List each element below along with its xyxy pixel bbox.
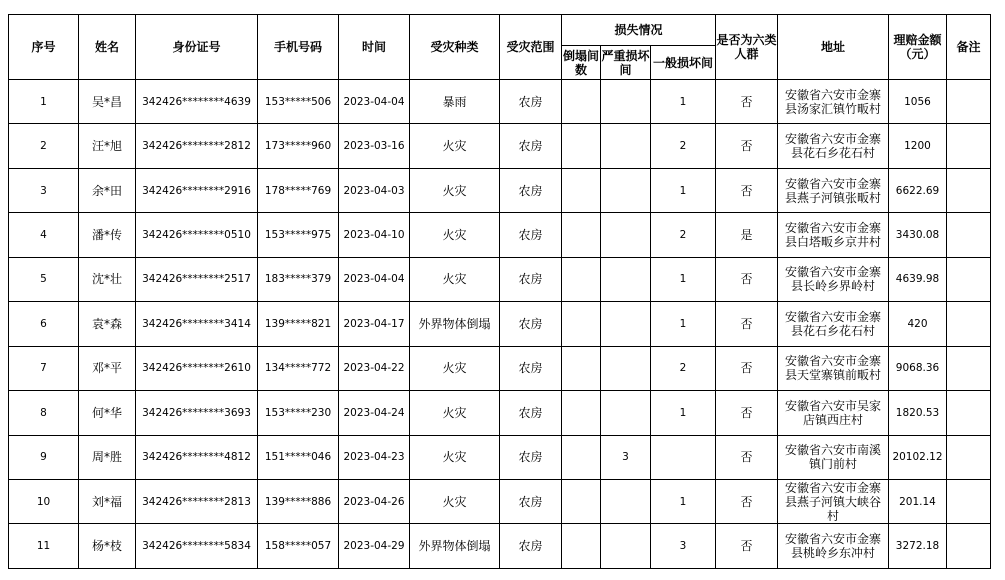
cell-disaster-type: 火灾 xyxy=(410,391,500,435)
cell-date: 2023-04-04 xyxy=(339,257,410,301)
cell-claim-amount: 9068.36 xyxy=(889,346,947,390)
cell-phone: 153*****506 xyxy=(258,80,339,124)
cell-claim-amount: 3272.18 xyxy=(889,524,947,568)
cell-address: 安徽省六安市南溪镇门前村 xyxy=(778,435,889,479)
claims-table xyxy=(8,14,991,569)
cell-date: 2023-04-22 xyxy=(339,346,410,390)
cell-remark xyxy=(947,435,991,479)
cell-seq: 9 xyxy=(9,435,79,479)
cell-collapsed-rooms xyxy=(562,80,601,124)
table-row xyxy=(9,524,991,568)
cell-claim-amount: 6622.69 xyxy=(889,168,947,212)
cell-disaster-type: 外界物体倒塌 xyxy=(410,524,500,568)
cell-claim-amount: 1056 xyxy=(889,80,947,124)
cell-remark xyxy=(947,124,991,168)
header-general-damage-rooms: 一般损坏间 xyxy=(651,46,716,80)
cell-phone: 134*****772 xyxy=(258,346,339,390)
table-row xyxy=(9,479,991,523)
header-id-number: 身份证号 xyxy=(136,15,258,80)
cell-id-number: 342426********2610 xyxy=(136,346,258,390)
cell-disaster-scope: 农房 xyxy=(500,80,562,124)
cell-remark xyxy=(947,479,991,523)
header-remark: 备注 xyxy=(947,15,991,80)
cell-id-number: 342426********4639 xyxy=(136,80,258,124)
cell-address: 安徽省六安市金寨县花石乡花石村 xyxy=(778,124,889,168)
cell-collapsed-rooms xyxy=(562,168,601,212)
cell-name: 邓*平 xyxy=(79,346,136,390)
cell-name: 周*胜 xyxy=(79,435,136,479)
cell-disaster-type: 火灾 xyxy=(410,346,500,390)
header-collapsed-rooms: 倒塌间数 xyxy=(562,46,601,80)
header-seq: 序号 xyxy=(9,15,79,80)
cell-six-groups: 否 xyxy=(716,124,778,168)
cell-seq: 11 xyxy=(9,524,79,568)
cell-collapsed-rooms xyxy=(562,124,601,168)
cell-name: 潘*传 xyxy=(79,213,136,257)
cell-name: 杨*枝 xyxy=(79,524,136,568)
cell-name: 沈*壮 xyxy=(79,257,136,301)
cell-general-damage-rooms: 1 xyxy=(651,168,716,212)
cell-seq: 10 xyxy=(9,479,79,523)
table-row xyxy=(9,124,991,168)
cell-disaster-type: 暴雨 xyxy=(410,80,500,124)
cell-id-number: 342426********0510 xyxy=(136,213,258,257)
cell-seq: 4 xyxy=(9,213,79,257)
cell-severe-damage-rooms: 3 xyxy=(601,435,651,479)
cell-claim-amount: 20102.12 xyxy=(889,435,947,479)
cell-date: 2023-04-10 xyxy=(339,213,410,257)
header-address: 地址 xyxy=(778,15,889,80)
cell-date: 2023-04-24 xyxy=(339,391,410,435)
cell-disaster-scope: 农房 xyxy=(500,302,562,346)
cell-remark xyxy=(947,524,991,568)
table-body xyxy=(9,80,991,569)
cell-general-damage-rooms: 1 xyxy=(651,479,716,523)
cell-six-groups: 否 xyxy=(716,435,778,479)
cell-disaster-scope: 农房 xyxy=(500,168,562,212)
header-disaster-scope: 受灾范围 xyxy=(500,15,562,80)
cell-remark xyxy=(947,257,991,301)
cell-name: 吴*昌 xyxy=(79,80,136,124)
cell-general-damage-rooms: 3 xyxy=(651,524,716,568)
cell-disaster-scope: 农房 xyxy=(500,213,562,257)
cell-severe-damage-rooms xyxy=(601,346,651,390)
cell-phone: 139*****886 xyxy=(258,479,339,523)
cell-disaster-scope: 农房 xyxy=(500,346,562,390)
cell-id-number: 342426********2916 xyxy=(136,168,258,212)
cell-disaster-type: 火灾 xyxy=(410,257,500,301)
cell-remark xyxy=(947,346,991,390)
cell-claim-amount: 420 xyxy=(889,302,947,346)
cell-six-groups: 是 xyxy=(716,213,778,257)
cell-seq: 1 xyxy=(9,80,79,124)
cell-disaster-scope: 农房 xyxy=(500,391,562,435)
cell-phone: 139*****821 xyxy=(258,302,339,346)
cell-date: 2023-04-03 xyxy=(339,168,410,212)
cell-claim-amount: 201.14 xyxy=(889,479,947,523)
cell-disaster-type: 外界物体倒塌 xyxy=(410,302,500,346)
cell-general-damage-rooms: 2 xyxy=(651,124,716,168)
cell-disaster-scope: 农房 xyxy=(500,435,562,479)
table-row xyxy=(9,302,991,346)
cell-six-groups: 否 xyxy=(716,479,778,523)
cell-claim-amount: 1820.53 xyxy=(889,391,947,435)
cell-name: 刘*福 xyxy=(79,479,136,523)
cell-claim-amount: 4639.98 xyxy=(889,257,947,301)
header-loss-situation: 损失情况 xyxy=(562,15,716,46)
cell-general-damage-rooms: 2 xyxy=(651,213,716,257)
cell-id-number: 342426********3414 xyxy=(136,302,258,346)
cell-id-number: 342426********2517 xyxy=(136,257,258,301)
cell-phone: 151*****046 xyxy=(258,435,339,479)
cell-six-groups: 否 xyxy=(716,391,778,435)
cell-date: 2023-04-29 xyxy=(339,524,410,568)
cell-phone: 153*****975 xyxy=(258,213,339,257)
cell-name: 袁*森 xyxy=(79,302,136,346)
cell-seq: 6 xyxy=(9,302,79,346)
cell-seq: 3 xyxy=(9,168,79,212)
cell-name: 余*田 xyxy=(79,168,136,212)
cell-collapsed-rooms xyxy=(562,479,601,523)
header-phone: 手机号码 xyxy=(258,15,339,80)
header-date: 时间 xyxy=(339,15,410,80)
cell-disaster-type: 火灾 xyxy=(410,435,500,479)
cell-address: 安徽省六安市金寨县花石乡花石村 xyxy=(778,302,889,346)
cell-address: 安徽省六安市金寨县燕子河镇张畈村 xyxy=(778,168,889,212)
table-row xyxy=(9,257,991,301)
table-row xyxy=(9,168,991,212)
cell-severe-damage-rooms xyxy=(601,257,651,301)
cell-six-groups: 否 xyxy=(716,524,778,568)
cell-general-damage-rooms: 2 xyxy=(651,346,716,390)
cell-general-damage-rooms xyxy=(651,435,716,479)
header-severe-damage-rooms: 严重损坏间 xyxy=(601,46,651,80)
cell-general-damage-rooms: 1 xyxy=(651,257,716,301)
header-name: 姓名 xyxy=(79,15,136,80)
cell-phone: 153*****230 xyxy=(258,391,339,435)
cell-id-number: 342426********2812 xyxy=(136,124,258,168)
cell-collapsed-rooms xyxy=(562,346,601,390)
header-claim-amount: 理赔金额（元） xyxy=(889,15,947,80)
cell-seq: 5 xyxy=(9,257,79,301)
cell-seq: 2 xyxy=(9,124,79,168)
cell-phone: 173*****960 xyxy=(258,124,339,168)
cell-severe-damage-rooms xyxy=(601,479,651,523)
table-row xyxy=(9,391,991,435)
cell-disaster-type: 火灾 xyxy=(410,124,500,168)
cell-id-number: 342426********5834 xyxy=(136,524,258,568)
cell-remark xyxy=(947,391,991,435)
cell-disaster-scope: 农房 xyxy=(500,124,562,168)
cell-severe-damage-rooms xyxy=(601,168,651,212)
table-row xyxy=(9,346,991,390)
cell-collapsed-rooms xyxy=(562,213,601,257)
cell-general-damage-rooms: 1 xyxy=(651,80,716,124)
cell-six-groups: 否 xyxy=(716,302,778,346)
cell-date: 2023-04-04 xyxy=(339,80,410,124)
cell-general-damage-rooms: 1 xyxy=(651,391,716,435)
table-row xyxy=(9,213,991,257)
cell-phone: 178*****769 xyxy=(258,168,339,212)
cell-collapsed-rooms xyxy=(562,524,601,568)
cell-id-number: 342426********4812 xyxy=(136,435,258,479)
cell-severe-damage-rooms xyxy=(601,80,651,124)
cell-date: 2023-04-26 xyxy=(339,479,410,523)
cell-address: 安徽省六安市金寨县桃岭乡东冲村 xyxy=(778,524,889,568)
cell-phone: 183*****379 xyxy=(258,257,339,301)
cell-date: 2023-04-17 xyxy=(339,302,410,346)
cell-severe-damage-rooms xyxy=(601,524,651,568)
table-row xyxy=(9,80,991,124)
cell-name: 何*华 xyxy=(79,391,136,435)
cell-disaster-type: 火灾 xyxy=(410,479,500,523)
header-six-groups: 是否为六类人群 xyxy=(716,15,778,80)
cell-severe-damage-rooms xyxy=(601,213,651,257)
cell-general-damage-rooms: 1 xyxy=(651,302,716,346)
cell-id-number: 342426********2813 xyxy=(136,479,258,523)
cell-disaster-type: 火灾 xyxy=(410,168,500,212)
cell-remark xyxy=(947,302,991,346)
header-disaster-type: 受灾种类 xyxy=(410,15,500,80)
cell-six-groups: 否 xyxy=(716,80,778,124)
cell-phone: 158*****057 xyxy=(258,524,339,568)
cell-address: 安徽省六安市金寨县汤家汇镇竹畈村 xyxy=(778,80,889,124)
cell-address: 安徽省六安市金寨县白塔畈乡京井村 xyxy=(778,213,889,257)
cell-address: 安徽省六安市金寨县燕子河镇大峡谷村 xyxy=(778,479,889,523)
cell-severe-damage-rooms xyxy=(601,302,651,346)
cell-severe-damage-rooms xyxy=(601,391,651,435)
cell-date: 2023-04-23 xyxy=(339,435,410,479)
cell-six-groups: 否 xyxy=(716,168,778,212)
cell-six-groups: 否 xyxy=(716,346,778,390)
cell-claim-amount: 1200 xyxy=(889,124,947,168)
cell-severe-damage-rooms xyxy=(601,124,651,168)
cell-remark xyxy=(947,213,991,257)
cell-disaster-scope: 农房 xyxy=(500,479,562,523)
table-row xyxy=(9,435,991,479)
cell-disaster-scope: 农房 xyxy=(500,524,562,568)
cell-collapsed-rooms xyxy=(562,391,601,435)
cell-collapsed-rooms xyxy=(562,257,601,301)
cell-claim-amount: 3430.08 xyxy=(889,213,947,257)
cell-date: 2023-03-16 xyxy=(339,124,410,168)
cell-six-groups: 否 xyxy=(716,257,778,301)
cell-name: 汪*旭 xyxy=(79,124,136,168)
cell-remark xyxy=(947,80,991,124)
cell-address: 安徽省六安市金寨县天堂寨镇前畈村 xyxy=(778,346,889,390)
cell-remark xyxy=(947,168,991,212)
cell-id-number: 342426********3693 xyxy=(136,391,258,435)
cell-address: 安徽省六安市吴家店镇西庄村 xyxy=(778,391,889,435)
cell-disaster-scope: 农房 xyxy=(500,257,562,301)
cell-address: 安徽省六安市金寨县长岭乡界岭村 xyxy=(778,257,889,301)
cell-collapsed-rooms xyxy=(562,302,601,346)
cell-disaster-type: 火灾 xyxy=(410,213,500,257)
cell-collapsed-rooms xyxy=(562,435,601,479)
cell-seq: 7 xyxy=(9,346,79,390)
cell-seq: 8 xyxy=(9,391,79,435)
